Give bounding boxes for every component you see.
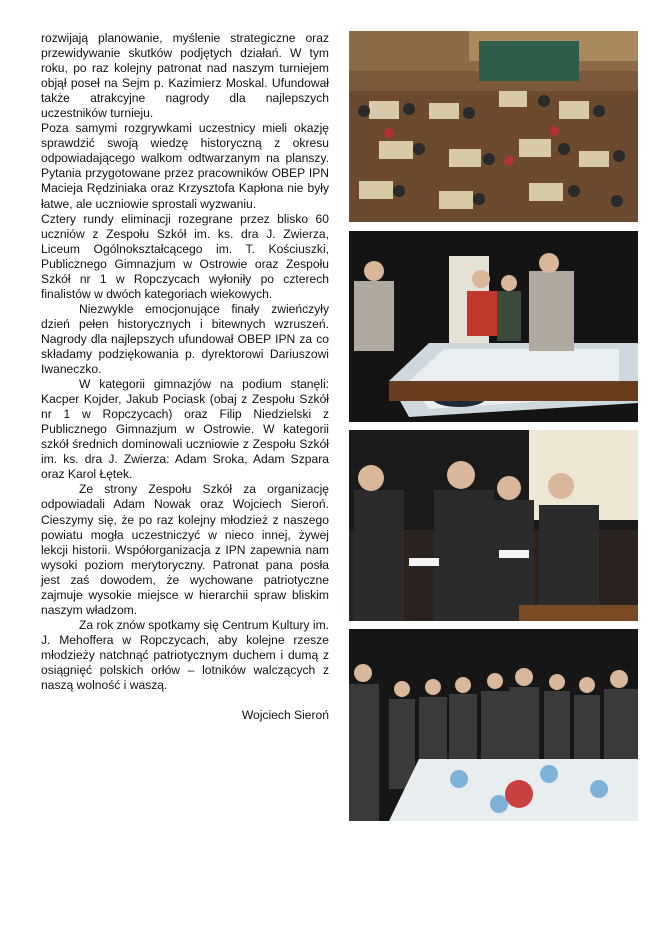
photo-tournament-hall: [349, 31, 638, 222]
article-body: [41, 31, 329, 723]
photo-board-game: [349, 231, 638, 422]
photo-group: [349, 629, 638, 821]
paragraph-organizers: Ze strony Zespołu Szkół za organizację odpowiadali Adam Nowak oraz Wojciech Sieroń. Cieszymy się, że po raz kolejny młodzież z naszego powiatu mogła uczestniczyć w nieco innej, żywej lekcji historii. Współorganizacja z IPN zapewnia nam wysoki poziom merytoryczny. Patronat pana posła jest zaś dowodem, że wychowane patriotyczne zajmuje wysokie miejsce w hierarchii spraw bliskim naszym władzom.: [41, 482, 329, 617]
paragraph-winners: W kategorii gimnazjów na podium stanęli: Kacper Kojder, Jakub Pociask (obaj z Zespołu Szkół nr 1 w Ropczycach) oraz Filip Niedzielski z Publicznego Gimnazjum w Ostrowie. W kategorii szkół średnich dominowali uczniowie z Zespołu Szkół im. ks. dra J. Zwierza: Adam Sroka, Adam Szpara oraz Karol Łętek.: [41, 377, 329, 482]
paragraph-quiz: Poza samymi rozgrywkami uczestnicy mieli okazję sprawdzić swoją wiedzę historyczną z okresu odpowiadającego walkom odtwarzanym na planszy. Pytania przygotowane przez pracowników OBEP IPN Macieja Rędziniaka oraz Krzysztofa Kapłona nie były łatwe, ale uczniowie sprostali wyzwaniu.: [41, 121, 329, 211]
author-signature: Wojciech Sieroń: [241, 708, 329, 723]
paragraph-eliminations: Cztery rundy eliminacji rozegrane przez blisko 60 uczniów z Zespołu Szkół im. ks. dra J. Zwierza, Liceum Ogólnokształcącego im. T. Kościuszki, Publicznego Gimnazjum w Ostrowie oraz Zespołu Szkół nr 1 w Ropczycach wyłoniły po czterech finalistów w dwóch kategoriach wiekowych.: [41, 211, 329, 301]
paragraph-closing: Za rok znów spotkamy się Centrum Kultury im. J. Mehoffera w Ropczycach, aby kolejne rzesze młodzieży natchnąć patriotycznym duchem i dumą z osiągnięć polskich orłów – lotników walczących z naszą wolność i waszą.: [41, 617, 330, 693]
paragraph-intro: rozwijają planowanie, myślenie strategiczne oraz przewidywanie skutków podjętych działań. W tym roku, po raz kolejny patronat nad naszym turniejem objął poseł na Sejm p. Kazimierz Moskal. Ufundował także atrakcyjne nagrody dla najlepszych uczestników turnieju.: [41, 31, 329, 121]
photo-award-ceremony: [349, 430, 638, 621]
paragraph-finals: Niezwykle emocjonujące finały zwieńczyły dzień pełen historycznych i bitewnych wzruszeń. Nagrody dla najlepszych ufundował OBEP IPN za co składamy podziękowania p. dyrektorowi Dariuszowi Iwaneczko.: [41, 301, 329, 377]
